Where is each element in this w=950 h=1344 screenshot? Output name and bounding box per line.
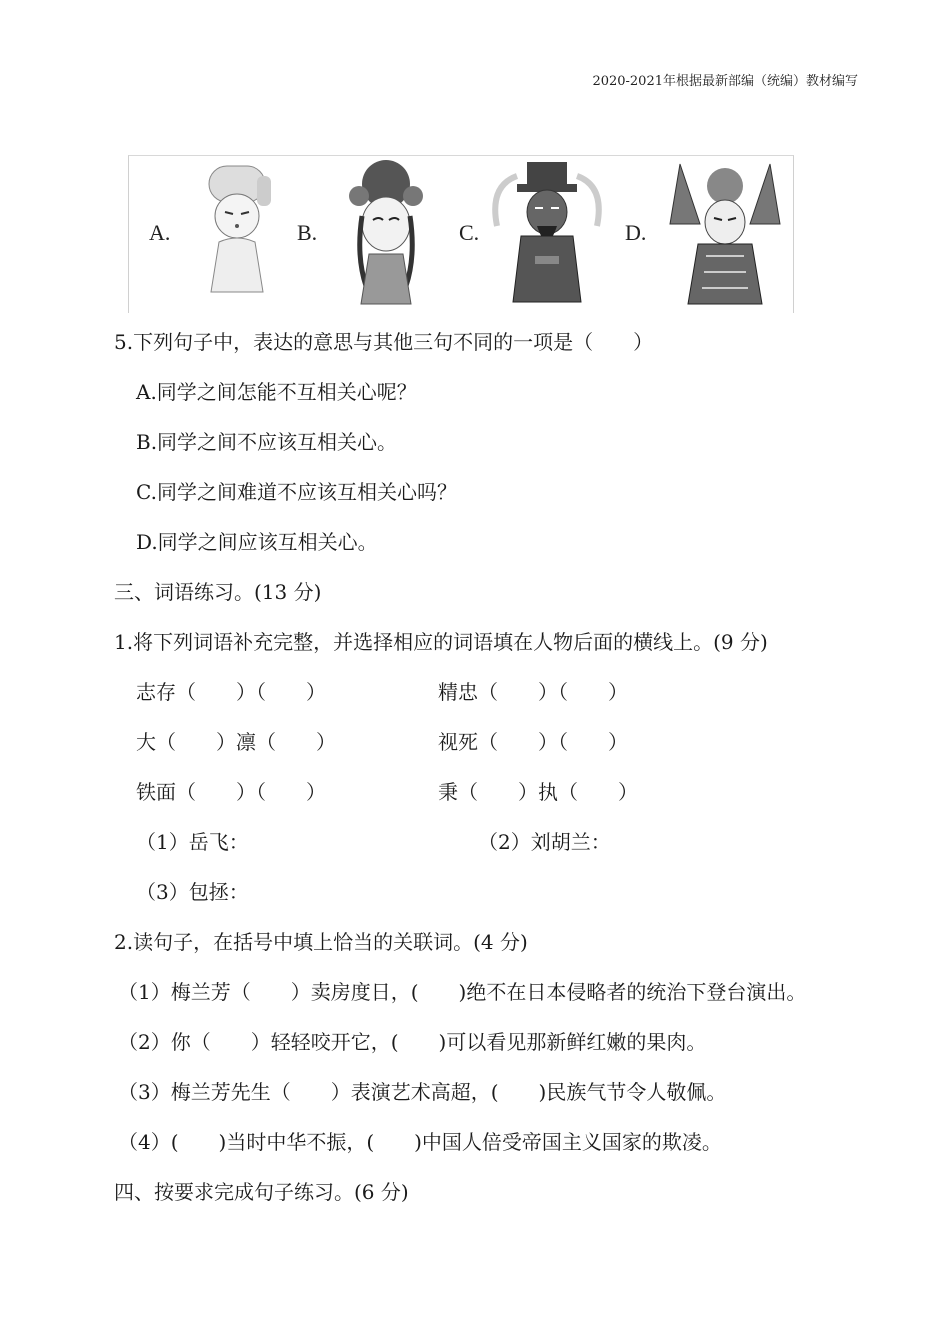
option-b-figure: [297, 156, 447, 314]
idiom-2: 精忠（ ）（ ）: [438, 680, 628, 704]
option-d-text: D.同学之间应该互相关心。: [136, 530, 378, 554]
idiom-6: 秉（ ）执（ ）: [438, 780, 638, 804]
opera-figure-scholar-icon: [187, 156, 287, 306]
option-a-text: A.同学之间怎能不互相关心呢？: [136, 380, 417, 404]
question-3-1: 1.将下列词语补充完整，并选择相应的词语填在人物后面的横线上。(9 分): [114, 630, 768, 654]
question-3-2: 2.读句子，在括号中填上恰当的关联词。(4 分): [114, 930, 528, 954]
person-2: （2）刘胡兰：: [478, 830, 611, 854]
option-a-label: A.: [149, 220, 171, 245]
page-header: 2020-2021年根据最新部编（统编）教材编写: [592, 74, 858, 89]
sentence-4: （4）( )当时中华不振，( )中国人倍受帝国主义国家的欺凌。: [118, 1130, 722, 1154]
idiom-5: 铁面（ ）（ ）: [136, 780, 326, 804]
option-c-text: C.同学之间难道不应该互相关心吗？: [136, 480, 457, 504]
section-3-heading: 三、词语练习。(13 分): [114, 580, 322, 604]
sentence-2: （2）你（ ）轻轻咬开它，( )可以看见那新鲜红嫩的果肉。: [118, 1030, 707, 1054]
person-1: （1）岳飞：: [136, 830, 249, 854]
idiom-1: 志存（ ）（ ）: [136, 680, 326, 704]
person-3: （3）包拯：: [136, 880, 249, 904]
option-c-label: C.: [459, 220, 480, 245]
option-a-figure: [149, 156, 289, 314]
option-d-label: D.: [625, 220, 647, 245]
sentence-1: （1）梅兰芳（ ）卖房度日，( )绝不在日本侵略者的统治下登台演出。: [118, 980, 807, 1004]
opera-figures-image: [128, 155, 794, 313]
sentence-3: （3）梅兰芳先生（ ）表演艺术高超，( )民族气节令人敬佩。: [118, 1080, 727, 1104]
idiom-3: 大（ ）凛（ ）: [136, 730, 336, 754]
opera-figure-judge-icon: [487, 156, 607, 311]
option-b-label: B.: [297, 220, 318, 245]
section-4-heading: 四、按要求完成句子练习。(6 分): [114, 1180, 409, 1204]
option-c-figure: [459, 156, 609, 314]
idiom-4: 视死（ ）（ ）: [438, 730, 628, 754]
option-b-text: B.同学之间不应该互相关心。: [136, 430, 398, 454]
question-5: 5.下列句子中，表达的意思与其他三句不同的一项是（ ）: [114, 330, 654, 354]
opera-figure-general-icon: [660, 156, 790, 312]
option-d-figure: [625, 156, 795, 314]
opera-figure-actress-icon: [329, 156, 444, 311]
